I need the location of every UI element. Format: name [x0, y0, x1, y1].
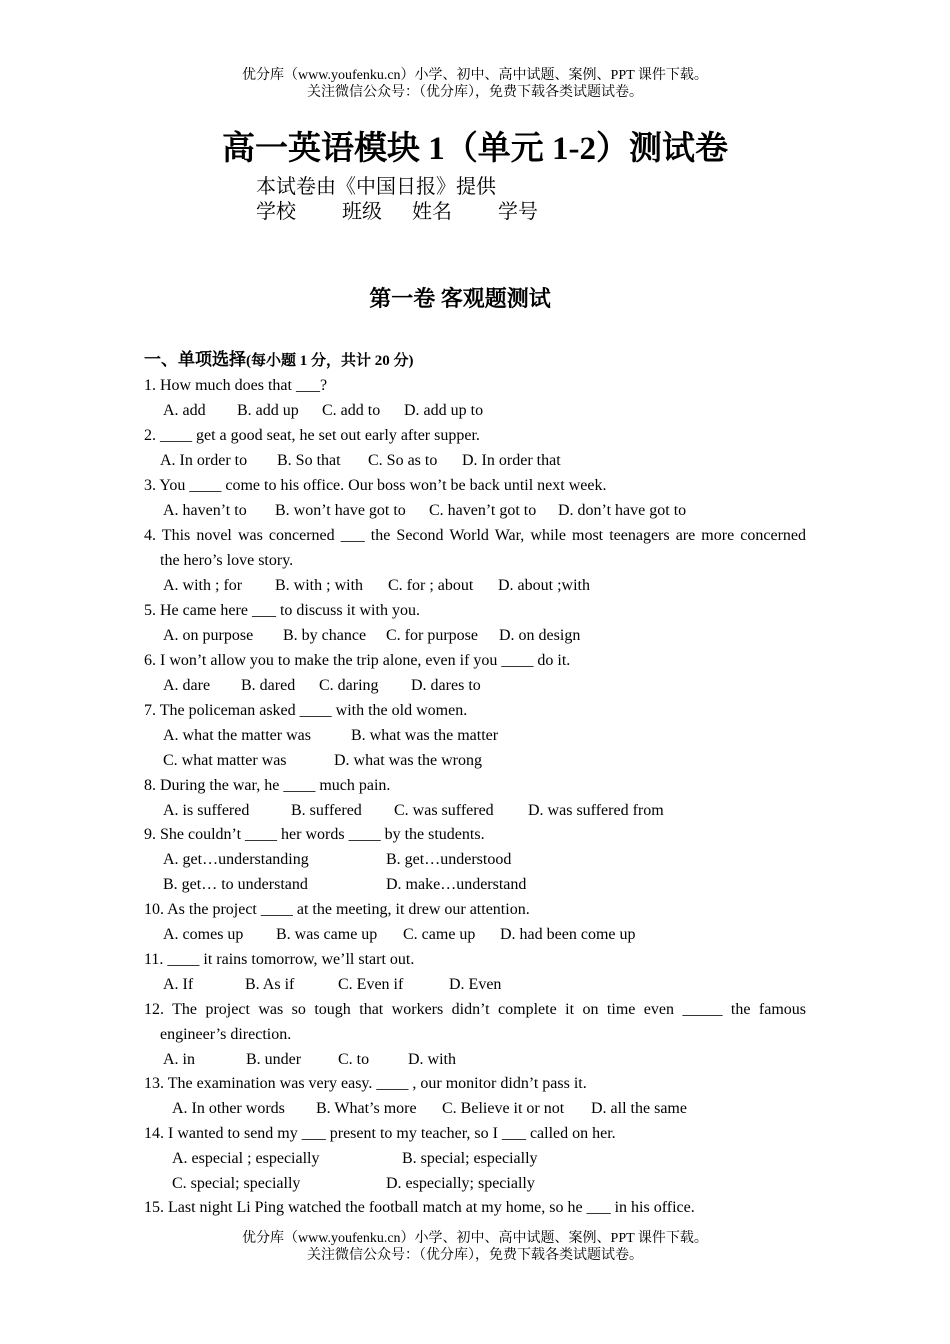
option: C. add to	[322, 402, 381, 419]
option: B. dared	[241, 677, 296, 694]
option: A. with ; for	[163, 577, 243, 594]
option: C. daring	[319, 677, 379, 694]
option: A. If	[163, 976, 194, 993]
exam-subtitle: 本试卷由《中国日报》提供	[256, 176, 496, 198]
option: B. with ; with	[275, 577, 364, 594]
exam-title: 高一英语模块 1（单元 1-2）测试卷	[222, 131, 728, 167]
question-9: 9. She couldn’t ____ her words ____ by the students.	[144, 826, 485, 843]
option: A. on purpose	[163, 627, 254, 644]
option: A. what the matter was	[163, 727, 311, 744]
question-15: 15. Last night Li Ping watched the football match at my home, so he ___ in his office.	[144, 1199, 695, 1216]
option: D. with	[408, 1051, 456, 1068]
question-14: 14. I wanted to send my ___ present to my teacher, so I ___ called on her.	[144, 1125, 616, 1142]
question-4: 4. This novel was concerned ___ the Second World War, while most teenagers are more concerned	[144, 527, 806, 544]
option: B. get…understood	[386, 851, 512, 868]
option: A. get…understanding	[163, 851, 309, 868]
option: B. suffered	[291, 802, 362, 819]
question-12: 12. The project was so tough that workers didn’t complete it on time even _____ the famous	[144, 1001, 806, 1018]
option: A. haven’t to	[163, 502, 247, 519]
option: C. came up	[403, 926, 476, 943]
header-line-1: 优分库（www.youfenku.cn）小学、初中、高中试题、案例、PPT 课件下载。	[242, 68, 708, 83]
option: D. add up to	[404, 402, 484, 419]
option: C. what matter was	[163, 752, 287, 769]
option: D. had been come up	[500, 926, 636, 943]
option: C. Even if	[338, 976, 404, 993]
page-header	[0, 67, 950, 101]
question-5: 5. He came here ___ to discuss it with you.	[144, 602, 420, 619]
option: C. for purpose	[386, 627, 478, 644]
option: D. Even	[449, 976, 502, 993]
part-heading	[144, 349, 414, 372]
option: B. under	[246, 1051, 302, 1068]
header-line-2: 关注微信公众号：（优分库），免费下载各类试题试卷。	[307, 85, 643, 100]
option: B. As if	[245, 976, 295, 993]
part-label: 一、单项选择	[144, 350, 246, 369]
option: D. on design	[499, 627, 581, 644]
question-13: 13. The examination was very easy. ____ , our monitor didn’t pass it.	[144, 1075, 587, 1092]
option: C. to	[338, 1051, 370, 1068]
option: C. So as to	[368, 452, 438, 469]
option: D. what was the wrong	[334, 752, 482, 769]
option: B. was came up	[276, 926, 378, 943]
option: D. about ;with	[498, 577, 590, 594]
field-name: 姓名	[412, 201, 452, 223]
question-1: 1. How much does that ___?	[144, 377, 328, 394]
part-note: (每小题 1 分，共计 20 分)	[246, 353, 414, 369]
option: C. haven’t got to	[429, 502, 537, 519]
option: B. won’t have got to	[275, 502, 406, 519]
question-2: 2. ____ get a good seat, he set out early after supper.	[144, 427, 480, 444]
option: B. special; especially	[402, 1150, 538, 1167]
option: A. in	[163, 1051, 195, 1068]
question-11: 11. ____ it rains tomorrow, we’ll start out.	[144, 951, 415, 968]
option: C. special; specially	[172, 1175, 301, 1192]
field-class: 班级	[342, 201, 382, 223]
page-footer	[0, 1230, 950, 1264]
option: A. is suffered	[163, 802, 250, 819]
option: D. don’t have got to	[558, 502, 687, 519]
option: D. all the same	[591, 1100, 687, 1117]
question-10: 10. As the project ____ at the meeting, it drew our attention.	[144, 901, 530, 918]
field-school: 学校	[256, 201, 296, 223]
option: B. What’s more	[316, 1100, 417, 1117]
section-heading: 第一卷 客观题测试	[369, 286, 551, 311]
option: D. In order that	[462, 452, 561, 469]
option: A. comes up	[163, 926, 244, 943]
option: B. add up	[237, 402, 299, 419]
option: B. get… to understand	[163, 876, 308, 893]
footer-line-1: 优分库（www.youfenku.cn）小学、初中、高中试题、案例、PPT 课件下载。	[242, 1231, 708, 1246]
student-info-fields	[256, 199, 538, 225]
option: A. dare	[163, 677, 211, 694]
option: A. especial ; especially	[172, 1150, 320, 1167]
question-4-continued: the hero’s love story.	[160, 552, 294, 569]
option: B. by chance	[283, 627, 367, 644]
question-3: 3. You ____ come to his office. Our boss won’t be back until next week.	[144, 477, 607, 494]
question-7: 7. The policeman asked ____ with the old women.	[144, 702, 468, 719]
option: A. In other words	[172, 1100, 285, 1117]
option: D. make…understand	[386, 876, 527, 893]
question-8: 8. During the war, he ____ much pain.	[144, 777, 391, 794]
footer-line-2: 关注微信公众号：（优分库），免费下载各类试题试卷。	[307, 1248, 643, 1263]
option: C. for ; about	[388, 577, 474, 594]
option: D. was suffered from	[528, 802, 664, 819]
question-12-continued: engineer’s direction.	[160, 1026, 292, 1043]
option: B. So that	[277, 452, 341, 469]
question-6: 6. I won’t allow you to make the trip alone, even if you ____ do it.	[144, 652, 571, 669]
option: C. was suffered	[394, 802, 494, 819]
field-student-id: 学号	[498, 201, 538, 223]
option: D. dares to	[411, 677, 481, 694]
option: D. especially; specially	[386, 1175, 535, 1192]
option: B. what was the matter	[351, 727, 499, 744]
option: A. In order to	[160, 452, 248, 469]
option: A. add	[163, 402, 206, 419]
option: C. Believe it or not	[442, 1100, 565, 1117]
